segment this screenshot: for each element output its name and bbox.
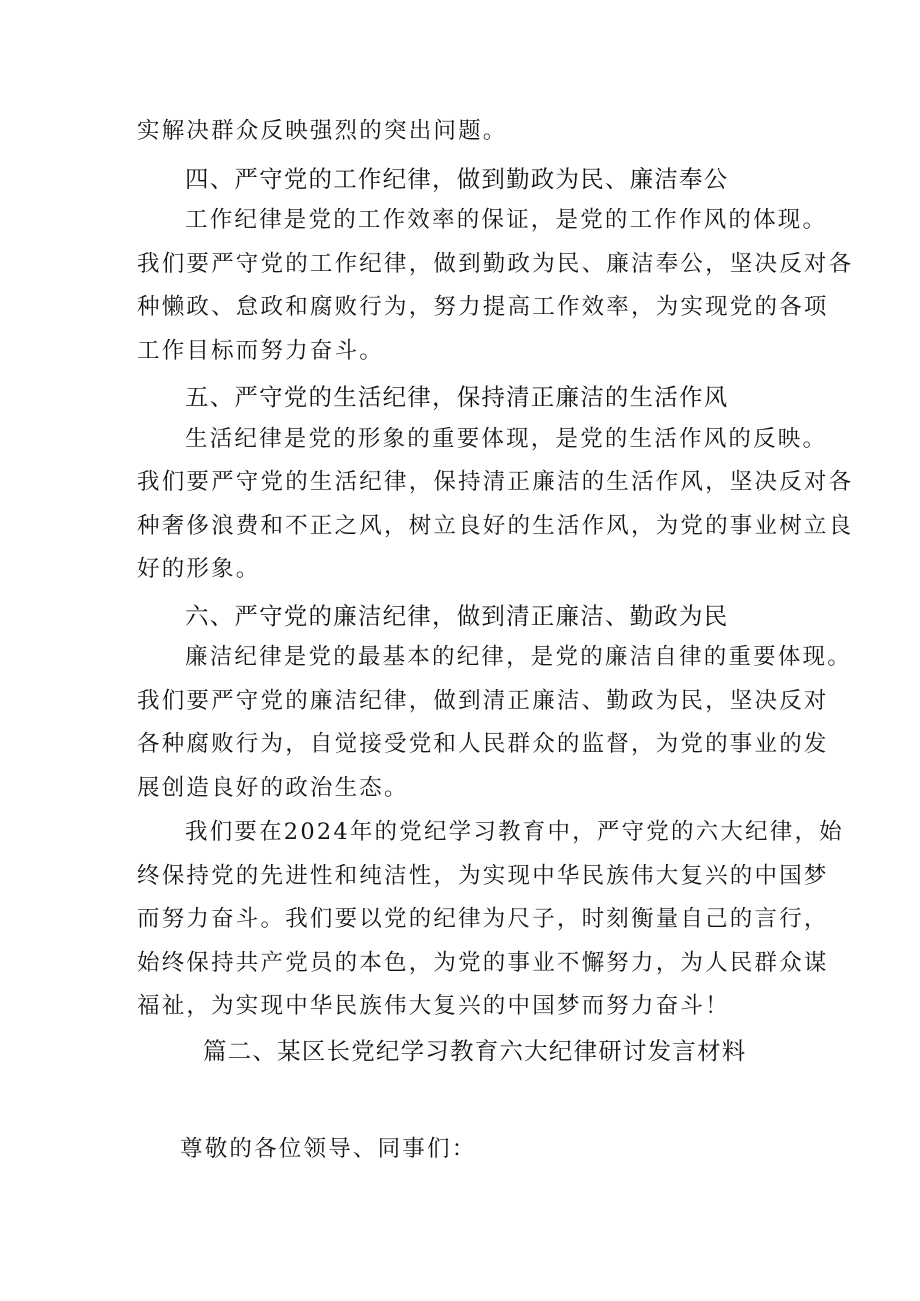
paragraph-line: 福祉，为实现中华民族伟大复兴的中国梦而努力奋斗！ [137,993,730,1019]
paragraph-line: 终保持党的先进性和纯洁性，为实现中华民族伟大复兴的中国梦 [137,863,829,889]
section-heading-life-discipline: 五、严守党的生活纪律，保持清正廉洁的生活作风 [185,383,729,411]
paragraph-line: 始终保持共产党员的本色，为党的事业不懈努力，为人民群众谋 [137,950,829,976]
paragraph-line: 我们要严守党的廉洁纪律，做到清正廉洁、勤政为民，坚决反对 [137,688,829,714]
paragraph-line: 好的形象。 [137,556,261,582]
paragraph-line: 展创造良好的政治生态。 [137,775,409,801]
paragraph-line: 种奢侈浪费和不正之风，树立良好的生活作风，为党的事业树立良 [137,513,854,539]
paragraph-line: 工作目标而努力奋斗。 [137,338,385,364]
paragraph-line: 而努力奋斗。我们要以党的纪律为尺子，时刻衡量自己的言行， [137,906,829,932]
paragraph-line: 实解决群众反映强烈的突出问题。 [137,118,508,144]
salutation: 尊敬的各位领导、同事们： [180,1136,477,1162]
paragraph-line: 我们要严守党的生活纪律，保持清正廉洁的生活作风，坚决反对各 [137,469,854,495]
paragraph-line: 各种腐败行为，自觉接受党和人民群众的监督，为党的事业的发 [137,731,829,757]
paragraph-line: 种懒政、怠政和腐败行为，努力提高工作效率，为实现党的各项 [137,294,829,320]
paragraph-line: 工作纪律是党的工作效率的保证，是党的工作作风的体现。 [185,207,828,233]
section-heading-work-discipline: 四、严守党的工作纪律，做到勤政为民、廉洁奉公 [185,165,729,193]
section-heading-integrity-discipline: 六、严守党的廉洁纪律，做到清正廉洁、勤政为民 [185,602,729,630]
paragraph-line: 我们要严守党的工作纪律，做到勤政为民、廉洁奉公，坚决反对各 [137,251,854,277]
paragraph-line: 廉洁纪律是党的最基本的纪律，是党的廉洁自律的重要体现。 [185,644,852,670]
paragraph-line: 生活纪律是党的形象的重要体现，是党的生活作风的反映。 [185,426,828,452]
article-title: 篇二、某区长党纪学习教育六大纪律研讨发言材料 [203,1037,747,1065]
paragraph-line: 我们要在2024年的党纪学习教育中，严守党的六大纪律，始 [185,819,844,845]
